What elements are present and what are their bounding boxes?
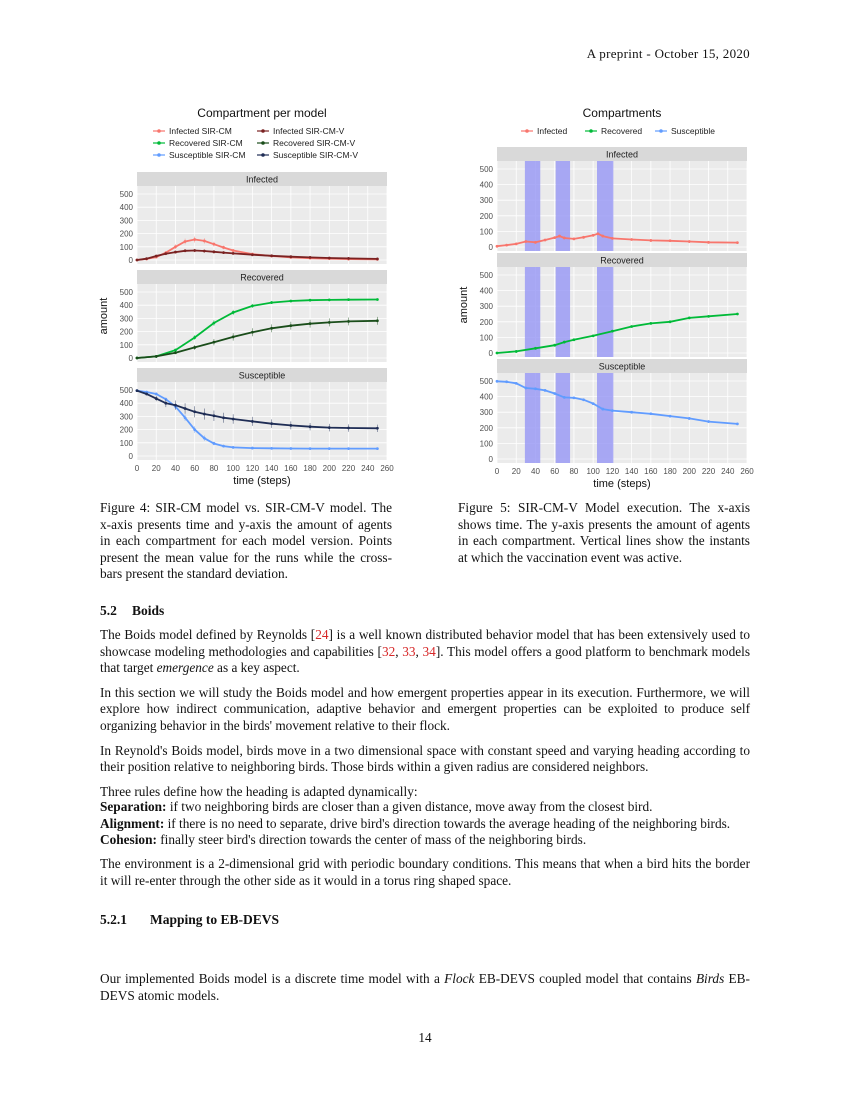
y-tick-label: 0 [488,349,493,358]
data-point [213,322,216,325]
data-point [193,336,196,339]
y-tick-label: 0 [128,256,133,265]
y-tick-label: 200 [119,425,133,435]
y-tick-label: 500 [119,288,133,297]
data-point [193,410,196,413]
data-point [376,258,379,261]
y-tick-label: 300 [479,302,493,312]
data-point [707,241,710,244]
y-tick-label: 100 [479,439,493,449]
data-point [222,445,225,448]
data-point [649,412,652,415]
subsection-title: Mapping to EB-DEVS [150,912,280,927]
data-point [174,349,177,352]
legend-label: Infected [537,126,568,136]
data-point [544,389,547,392]
data-point [270,447,273,450]
data-point [553,344,556,347]
x-tick-label: 180 [663,467,677,476]
rule-term: Separation: [100,799,167,814]
text-run: Our implemented Boids model is a discrete time model with a [100,971,445,986]
data-point [688,417,691,420]
data-point [592,234,595,237]
data-point [347,257,350,260]
y-tick-label: 0 [128,452,133,461]
paragraph-5-container [100,856,750,897]
data-point [534,387,537,390]
data-point [193,249,196,252]
data-point [232,249,235,252]
data-point [136,357,139,360]
data-point [601,408,604,411]
paragraph-1 [100,627,750,677]
data-point [155,397,158,400]
data-point [630,411,633,414]
data-point [563,341,566,344]
y-tick-label: 300 [119,412,133,422]
data-point [558,235,561,238]
data-point [251,420,254,423]
text-run: The Boids model defined by Reynolds [ [100,627,316,642]
data-point [213,243,216,246]
legend-swatch-point [261,141,265,145]
y-tick-label: 200 [119,229,133,239]
legend-swatch-point [157,141,161,145]
legend-label: Susceptible [671,126,715,136]
legend-label: Recovered SIR-CM-V [273,138,356,148]
page-number: 14 [418,1030,432,1045]
x-tick-label: 100 [586,467,600,476]
citation-link[interactable]: 24 [315,627,329,642]
data-point [669,415,672,418]
text-run: , [395,643,403,659]
data-point [611,330,614,333]
x-tick-label: 40 [171,464,180,473]
data-point [213,442,216,445]
data-point [309,425,312,428]
data-point [232,418,235,421]
legend-label: Infected SIR-CM [169,126,232,136]
y-tick-label: 0 [488,243,493,252]
rule-term: Alignment: [100,815,165,831]
figure-4-caption: Figure 4: SIR-CM model vs. SIR-CM-V model. The x-axis presents time and y-axis the amount of agents in each compartment for each model version. Points present the mean value for the runs while the cross-bars present the standard deviation. [100,500,392,582]
figure-4-chart [95,100,395,490]
x-tick-label: 120 [245,464,260,473]
data-point [232,311,235,314]
legend-swatch-point [261,129,265,133]
data-point [649,322,652,325]
data-point [736,423,739,426]
rule-term: Cohesion: [100,832,157,848]
data-point [563,237,566,240]
data-point [573,237,576,240]
data-point [309,299,312,302]
y-tick-label: 300 [119,216,133,226]
section-title: Boids [132,603,165,618]
x-tick-label: 80 [569,467,579,476]
subsection-heading [100,912,279,928]
data-point [232,335,235,338]
y-tick-label: 400 [479,286,493,296]
legend-label: Susceptible SIR-CM [169,150,246,160]
data-point [174,245,177,248]
citation-link[interactable]: 32 [381,643,396,659]
x-tick-label: 60 [190,464,200,473]
y-tick-label: 200 [479,423,493,433]
data-point [289,255,292,258]
legend-label: Susceptible SIR-CM-V [273,150,359,160]
x-axis-label: time (steps) [593,478,651,490]
x-tick-label: 120 [605,467,620,476]
running-header: A preprint - October 15, 2020 [586,46,750,61]
rule-item [100,799,760,816]
x-tick-label: 0 [494,467,500,476]
facet-label: Infected [605,149,639,160]
data-point [611,237,614,240]
data-point [270,254,273,257]
facet-label: Recovered [600,255,644,266]
data-point [184,407,187,410]
data-point [222,416,225,419]
y-tick-label: 500 [479,377,493,386]
data-point [270,422,273,425]
data-point [669,320,672,323]
data-point [174,351,177,354]
y-tick-label: 100 [119,438,133,448]
data-point [213,341,216,344]
x-tick-label: 140 [624,467,639,476]
data-point [222,251,225,254]
x-tick-label: 40 [531,467,540,476]
data-point [515,350,518,353]
vaccination-band [525,267,540,357]
data-point [524,387,527,390]
data-point [289,424,292,427]
data-point [232,252,235,255]
data-point [270,327,273,330]
y-tick-label: 400 [479,180,493,190]
legend-label: Recovered SIR-CM [169,138,243,148]
data-point [203,413,206,416]
data-point [563,396,566,399]
y-tick-label: 0 [488,455,493,464]
data-point [251,253,254,256]
y-tick-label: 300 [479,408,493,418]
data-point [184,249,187,252]
data-point [203,250,206,253]
paragraph-4: Three rules define how the heading is adapted dynamically: [100,783,418,799]
data-point [309,256,312,259]
y-tick-label: 400 [479,392,493,402]
data-point [155,255,158,258]
data-point [184,416,187,419]
data-point [669,239,672,242]
data-point [251,304,254,307]
x-tick-label: 0 [134,464,140,473]
data-point [534,241,537,244]
figure-5-caption: Figure 5: SIR-CM-V Model execution. The x-axis shows time. The y-axis presents the amount of agents in each compartment. Vertical lines show the instants at which the vaccination event was active. [458,500,750,565]
x-tick-label: 200 [682,467,696,476]
x-tick-label: 260 [740,467,754,476]
data-point [347,447,350,450]
data-point [515,242,518,245]
data-point [553,392,556,395]
data-point [155,355,158,358]
facet-label: Recovered [240,272,284,283]
data-point [136,389,139,392]
facet-label: Susceptible [598,361,646,372]
text-run: , [415,643,423,659]
data-point [649,239,652,242]
data-point [736,241,739,244]
rule-item [100,816,760,833]
rule-text: if two neighboring birds are closer than a given distance, move away from the closest bird. [166,799,653,814]
data-point [376,319,379,322]
data-point [213,414,216,417]
x-tick-label: 240 [721,467,735,476]
data-point [289,300,292,303]
legend-swatch-point [659,129,663,133]
subsection-number: 5.2.1 [100,912,127,927]
legend-swatch-point [261,153,265,157]
x-tick-label: 240 [361,464,375,473]
x-tick-label: 220 [701,467,716,476]
emphasis: Birds [695,971,725,986]
y-tick-label: 300 [119,314,133,324]
y-axis-label: amount [458,286,470,324]
data-point [193,346,196,349]
text-run: ]. This model offers a good platform to benchmark models that target [100,643,750,676]
data-point [270,301,273,304]
data-point [251,331,254,334]
data-point [174,251,177,254]
y-tick-label: 100 [119,242,133,252]
data-point [328,447,331,450]
legend-label: Infected SIR-CM-V [273,126,345,136]
x-tick-label: 100 [226,464,240,473]
data-point [136,259,139,262]
y-tick-label: 200 [479,317,493,327]
data-point [145,257,148,260]
x-tick-label: 20 [511,467,521,476]
data-point [515,382,518,385]
emphasis: Flock [444,971,475,986]
data-point [376,447,379,450]
data-point [328,321,331,324]
data-point [524,240,527,243]
paragraph-6 [100,971,750,1004]
y-axis-label: amount [98,297,110,335]
figure-5-chart [455,100,755,490]
vaccination-band [556,373,570,463]
data-point [592,334,595,337]
y-tick-label: 500 [479,271,493,280]
text-run: as a key aspect. [213,660,300,676]
x-tick-label: 160 [644,467,658,476]
x-tick-label: 140 [264,464,279,473]
y-tick-label: 100 [479,333,493,343]
data-point [707,420,710,423]
y-tick-label: 200 [479,211,493,221]
data-point [309,322,312,325]
data-point [251,447,254,450]
chart-title: Compartments [582,106,662,120]
data-point [597,232,600,235]
vaccination-band [597,267,613,357]
data-point [707,315,710,318]
data-point [309,447,312,450]
text-run: EB-DEVS atomic models. [100,971,750,1003]
paragraph-5: The environment is a 2-dimensional grid with periodic boundary conditions. This means that when a bird hits the border it will re-enter through the other side as it would in a torus ring shaped space. [100,856,750,888]
data-point [213,250,216,253]
text-run: EB-DEVS coupled model that contains [474,971,696,986]
x-tick-label: 160 [284,464,298,473]
data-point [611,409,614,412]
data-point [164,252,167,255]
section-body [100,627,750,808]
data-point [289,324,292,327]
data-point [505,244,508,247]
x-tick-label: 20 [151,464,161,473]
data-point [347,427,350,430]
text-run: ] is a well known distributed behavior model that has been extensively used to showcase modeling methodologies and capabilities [ [100,627,751,659]
citation-link[interactable]: 34 [422,643,436,659]
y-tick-label: 100 [479,227,493,237]
legend-swatch-point [589,129,593,133]
citation-link[interactable]: 33 [402,643,416,659]
data-point [534,347,537,350]
facet-label: Infected [245,174,279,185]
data-point [193,238,196,241]
data-point [496,245,499,248]
data-point [582,236,585,239]
y-tick-label: 400 [119,301,133,311]
x-tick-label: 200 [322,464,336,473]
legend-swatch-point [525,129,529,133]
data-point [232,446,235,449]
data-point [553,236,556,239]
y-tick-label: 500 [119,190,133,199]
paragraph-6-container [100,971,750,1012]
section-number: 5.2 [100,603,117,618]
data-point [164,402,167,405]
data-point [573,338,576,341]
y-tick-label: 500 [119,386,133,395]
rule-text: if there is no need to separate, drive bird's direction towards the average heading of the neighboring birds. [164,815,731,831]
data-point [174,404,177,407]
data-point [203,239,206,242]
data-point [328,299,331,302]
y-tick-label: 0 [128,354,133,363]
legend-label: Recovered [601,126,643,136]
data-point [736,313,739,316]
data-point [347,298,350,301]
legend-swatch-point [157,129,161,133]
data-point [155,393,158,396]
x-tick-label: 260 [380,464,394,473]
vaccination-band [597,373,613,463]
emphasis: emergence [156,660,214,676]
y-tick-label: 300 [479,196,493,206]
section-heading [100,603,164,619]
chart-title: Compartment per model [197,106,327,120]
x-axis-label: time (steps) [233,475,291,487]
data-point [544,239,547,242]
data-point [376,298,379,301]
data-point [601,235,604,238]
data-point [328,257,331,260]
data-point [505,380,508,383]
data-point [496,352,499,355]
rule-text: finally steer bird's direction towards the center of mass of the neighboring birds. [156,832,587,848]
data-point [222,246,225,249]
data-point [376,427,379,430]
vaccination-band [525,373,540,463]
data-point [203,437,206,440]
x-tick-label: 60 [550,467,560,476]
data-point [347,320,350,323]
data-point [688,317,691,320]
data-point [145,393,148,396]
data-point [630,238,633,241]
facet-label: Susceptible [238,370,286,381]
legend-swatch-point [157,153,161,157]
data-point [582,398,585,401]
paragraph-3: In Reynold's Boids model, birds move in a two dimensional space with constant speed and varying heading according to their position relative to neighboring birds. Those birds within a given radius are considered neighbors. [100,742,750,775]
data-point [193,428,196,431]
rules-list [100,799,760,849]
x-tick-label: 80 [209,464,219,473]
y-tick-label: 400 [119,203,133,213]
paragraph-2: In this section we will study the Boids model and how emergent properties appear in its execution. Furthermore, we will explore how indirect communication, adaptive behavior and emergent properties can be exploited to produce self organizing behavior in the birds' movement relative to their flock. [100,684,750,733]
x-tick-label: 180 [303,464,317,473]
x-tick-label: 220 [341,464,356,473]
data-point [328,426,331,429]
y-tick-label: 200 [119,327,133,337]
vaccination-band [525,161,540,251]
y-tick-label: 400 [119,399,133,409]
data-point [688,240,691,243]
data-point [496,380,499,383]
data-point [184,240,187,243]
data-point [289,447,292,450]
data-point [573,396,576,399]
y-tick-label: 100 [119,340,133,350]
data-point [592,402,595,405]
data-point [630,325,633,328]
rule-item [100,832,760,849]
y-tick-label: 500 [479,165,493,174]
